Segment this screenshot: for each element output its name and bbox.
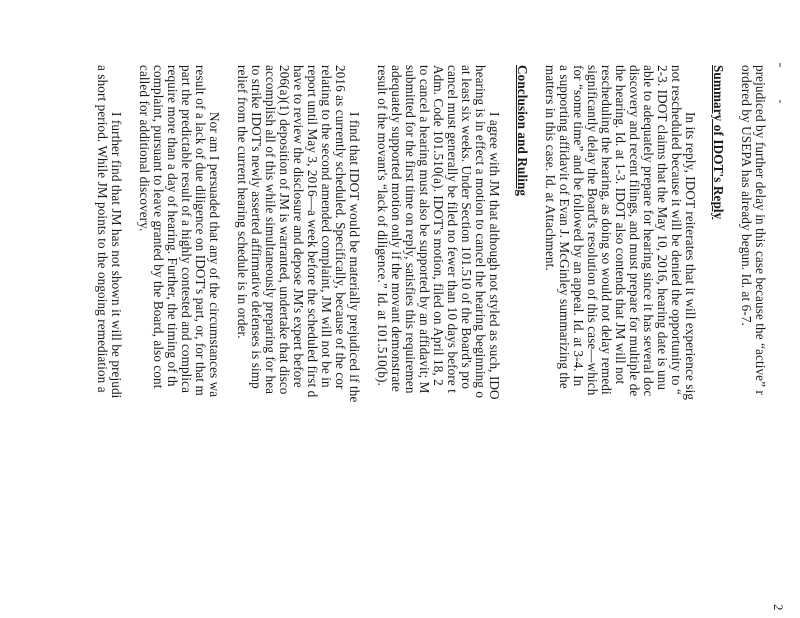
text-line: matters in this case. Id. at Attachment. (543, 65, 558, 271)
text-line: a short period. While JM points to the ongoing remediation a (95, 65, 110, 393)
text-line: complaint, pursuant to leave granted by the Board, also cont (151, 65, 166, 389)
text-line: significantly delay the Board's resolution of this case—which (585, 65, 600, 396)
text-line: hearing is in effect a motion to cancel the hearing beginning o (473, 65, 488, 399)
text-line: In its reply, IDOT reiterates that it will experience sig (683, 112, 698, 401)
text-line: at least six weeks. Under Section 101.510 of the Board's pro (459, 65, 474, 390)
text-line: the hearing. Id. at 1-3. IDOT also contends that JM will not (613, 65, 628, 385)
text-line: cancel must generally be filed no fewer than 10 days before t (445, 65, 460, 393)
text-line: result of a lack of due diligence on IDOT's part, or, for that m (193, 65, 208, 396)
text-line: a supporting affidavit of Evan J. McGinley summarizing the (557, 65, 572, 389)
text-line: accomplish all of this while simultaneously preparing for hea (263, 65, 278, 395)
text-line: prejudiced by further delay in this case because the “active” r (753, 65, 768, 395)
text-line: have to review the disclosure and depose JM's expert before (291, 65, 306, 388)
text-line: able to adequately prepare for hearing since it has several doc (641, 65, 656, 397)
text-line: result of the movant's “lack of diligence.” Id. at 101.510(b). (375, 65, 390, 386)
text-line: I find that IDOT would be materially prejudiced if the (347, 112, 362, 403)
text-line: adequately supported motion only if the movant demonstrate (389, 65, 404, 392)
text-line: to strike IDOT's newly asserted affirmative defenses is simp (249, 65, 264, 389)
section-heading: Summary of IDOT's Reply (711, 65, 726, 220)
text-line: I agree with JM that although not styled as such, IDO (487, 112, 502, 400)
text-line: I further find that JM has not shown it will be prejudi (109, 112, 124, 399)
text-line: called for additional discovery. (137, 65, 152, 232)
text-line: relating to the second amended complaint, JM will not be in (319, 65, 334, 388)
text-line: relief from the current hearing schedule is in order. (235, 65, 250, 339)
page-number: 2 (771, 604, 786, 611)
text-line: 206(a)(1) deposition of JM is warranted, undertake that disco (277, 65, 292, 395)
text-line: submitted for the first time on reply, satisfies this requiremen (403, 65, 418, 394)
text-line: 2016 as currently scheduled. Specifically, because of the cor (333, 65, 348, 390)
text-line: require more than a day of hearing. Further, the timing of th (165, 65, 180, 387)
text-line: for “some time” and be followed by an appeal. Id. at 3-4. In (571, 65, 586, 387)
text-line: Adm. Code 101.510(a). IDOT's motion, filed on April 18, 2 (431, 65, 446, 386)
text-line: discovery and recent filings, and must prepare for multiple de (627, 65, 642, 397)
text-line: rescheduling the hearing, as doing so would not delay remedi (599, 65, 614, 395)
text-line: to cancel a hearing must also be supported by an affidavit; M (417, 65, 432, 394)
text-line: 2-3. IDOT claims that the May 10, 2016, hearing date is unu (655, 65, 670, 391)
section-heading: Conclusion and Ruling (515, 65, 530, 197)
text-line: part the predictable result of a highly contested and complica (179, 65, 194, 394)
text-line: report until May 3, 2016—a week before the scheduled first d (305, 65, 320, 398)
text-line: ordered by USEPA has already begun. Id. at 6-7. (739, 65, 754, 326)
text-line: not rescheduled because it will be denied the opportunity to “ (669, 65, 684, 395)
text-line: Nor am I persuaded that any of the circumstances wa (207, 112, 222, 398)
